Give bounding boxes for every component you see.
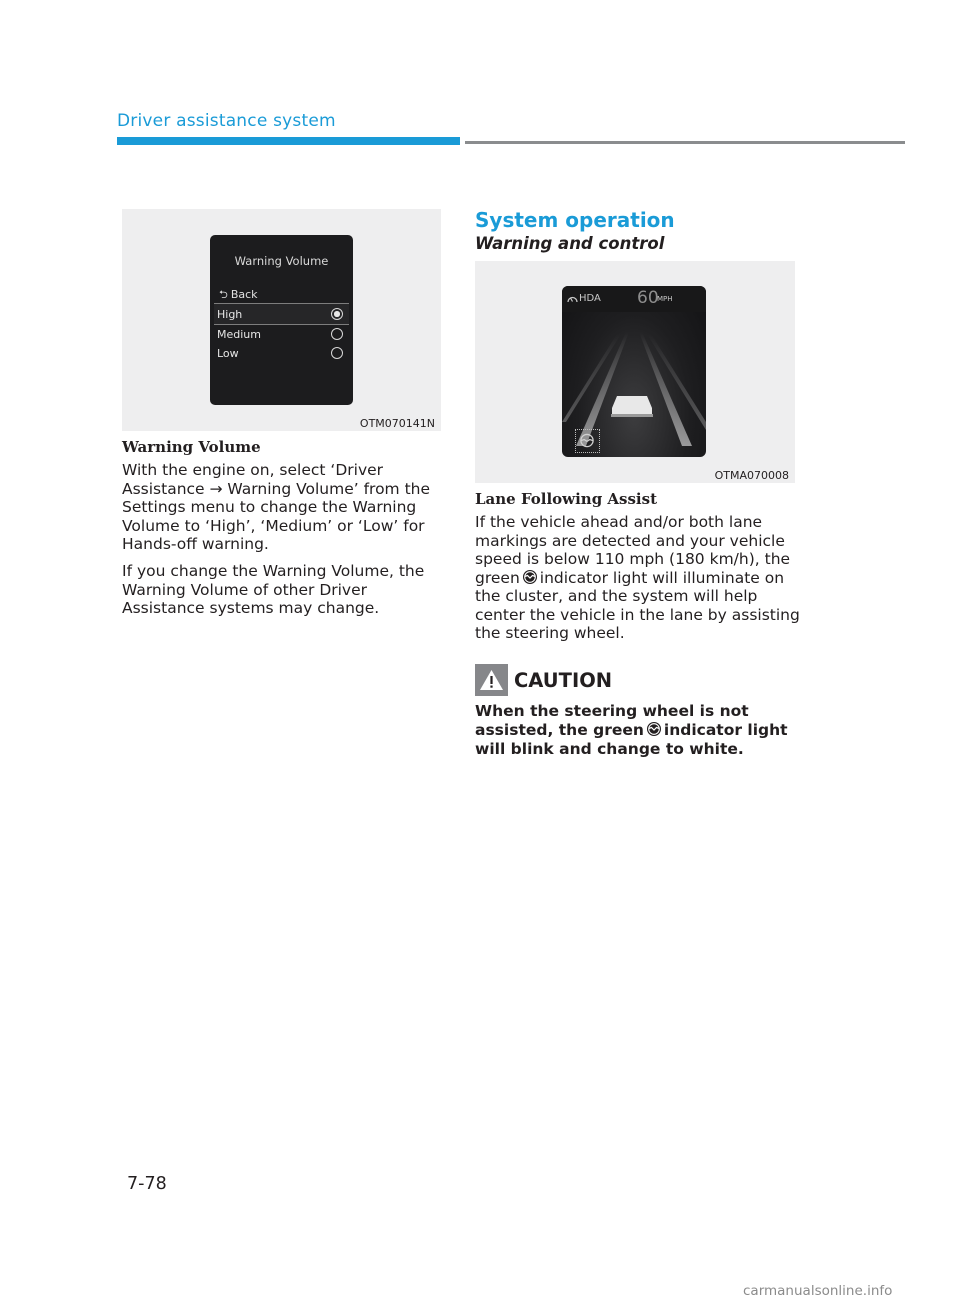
header-rule-grey bbox=[465, 141, 905, 144]
section-title: Driver assistance system bbox=[117, 111, 336, 131]
hda-label: HDA bbox=[579, 293, 601, 304]
caution-text-start: When the steering wheel is not assisted, the green bbox=[475, 702, 749, 739]
menu-item-low[interactable]: Low bbox=[217, 347, 239, 360]
steering-wheel-icon bbox=[522, 569, 538, 585]
warning-volume-heading: Warning Volume bbox=[122, 438, 261, 456]
figure-code: OTMA070008 bbox=[714, 469, 789, 482]
warning-control-heading: Warning and control bbox=[475, 234, 665, 253]
menu-item-high[interactable]: High bbox=[217, 308, 243, 321]
figure-code: OTM070141N bbox=[359, 417, 435, 430]
warning-volume-menu bbox=[210, 235, 353, 405]
lfa-text-end: indicator light will illuminate on the cluster, and the system will help center the vehicle in the lane by assisting the steering wheel. bbox=[475, 568, 800, 642]
lfa-text-start: If the vehicle ahead and/or both lane markings are detected and your vehicle speed is below 110 mph (180 km/h), the green bbox=[475, 513, 791, 587]
back-label: Back bbox=[230, 288, 258, 301]
menu-divider bbox=[214, 324, 349, 325]
vehicle-ahead-icon bbox=[607, 392, 657, 418]
menu-title: Warning Volume bbox=[234, 254, 329, 268]
radio-low[interactable] bbox=[331, 347, 343, 359]
steering-wheel-icon bbox=[579, 433, 595, 448]
caution-label: CAUTION bbox=[514, 669, 613, 692]
warning-triangle-icon bbox=[475, 664, 508, 696]
watermark: carmanualsonline.info bbox=[743, 1283, 893, 1299]
lfa-paragraph bbox=[475, 513, 800, 643]
header-rule-blue bbox=[117, 137, 460, 145]
warning-volume-paragraph: With the engine on, select ‘Driver Assistance → Warning Volume’ from the Settings menu to change the Warning Volume to ‘High’, ‘Medium’ or ‘Low’ for Hands-off warning. bbox=[122, 461, 431, 553]
caution-text bbox=[475, 702, 805, 759]
caution-box bbox=[475, 664, 508, 696]
speed-unit: MPH bbox=[657, 295, 673, 303]
lfa-heading: Lane Following Assist bbox=[475, 490, 657, 508]
speed-value: 60 bbox=[637, 288, 659, 308]
system-operation-heading: System operation bbox=[475, 208, 675, 232]
warning-volume-note: If you change the Warning Volume, the Warning Volume of other Driver Assistance systems may change. bbox=[122, 562, 425, 617]
lfa-indicator bbox=[575, 429, 600, 453]
steering-wheel-icon bbox=[646, 721, 662, 737]
back-arrow-icon: ⮌ bbox=[219, 288, 228, 301]
page-number: 7-78 bbox=[127, 1174, 167, 1194]
radio-high-selected[interactable] bbox=[331, 308, 343, 320]
instrument-cluster bbox=[562, 286, 706, 457]
hda-speedometer-icon bbox=[567, 294, 578, 304]
warning-volume-figure bbox=[122, 209, 441, 431]
radio-medium[interactable] bbox=[331, 328, 343, 340]
cluster-figure bbox=[475, 261, 795, 483]
caution-text-end: indicator light will blink and change to white. bbox=[475, 721, 788, 758]
menu-item-medium[interactable]: Medium bbox=[217, 328, 261, 341]
